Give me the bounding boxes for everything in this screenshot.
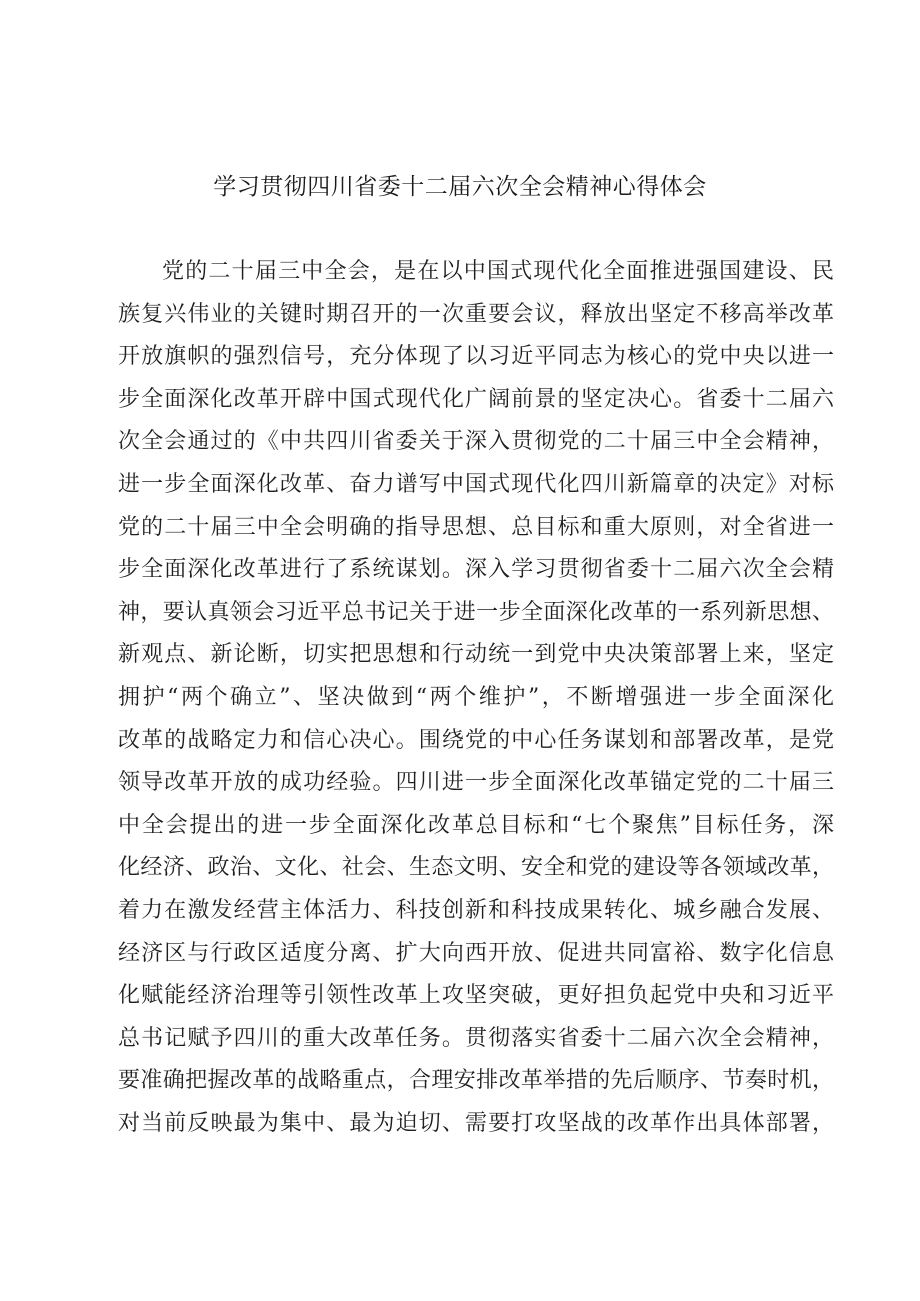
paragraph-line: 神，要认真领会习近平总书记关于进一步全面深化改革的一系列新思想、	[118, 599, 834, 625]
paragraph-line: 步全面深化改革开辟中国式现代化广阔前景的坚定决心。省委十二届六	[118, 386, 834, 412]
paragraph-line: 总书记赋予四川的重大改革任务。贯彻落实省委十二届六次全会精神，	[118, 1025, 834, 1051]
paragraph-line: 改革的战略定力和信心决心。围绕党的中心任务谋划和部署改革，是党	[118, 727, 834, 753]
paragraph-line: 次全会通过的《中共四川省委关于深入贯彻党的二十届三中全会精神，	[118, 429, 834, 455]
paragraph-line: 化经济、政治、文化、社会、生态文明、安全和党的建设等各领域改革，	[118, 855, 834, 881]
paragraph-line: 拥护“两个确立”、坚决做到“两个维护”，不断增强进一步全面深化	[118, 684, 834, 710]
paragraph-line: 新观点、新论断，切实把思想和行动统一到党中央决策部署上来，坚定	[118, 642, 834, 668]
paragraph-line: 化赋能经济治理等引领性改革上攻坚突破，更好担负起党中央和习近平	[118, 983, 834, 1009]
paragraph-line: 党的二十届三中全会，是在以中国式现代化全面推进强国建设、民	[162, 259, 834, 284]
paragraph-line: 步全面深化改革进行了系统谋划。深入学习贯彻省委十二届六次全会精	[118, 557, 834, 583]
paragraph-line: 经济区与行政区适度分离、扩大向西开放、促进共同富裕、数字化信息	[118, 940, 834, 966]
paragraph-line: 进一步全面深化改革、奋力谱写中国式现代化四川新篇章的决定》对标	[118, 471, 834, 497]
body-paragraph	[118, 251, 834, 1145]
paragraph-line: 对当前反映最为集中、最为迫切、需要打攻坚战的改革作出具体部署，	[118, 1110, 834, 1136]
paragraph-line: 要准确把握改革的战略重点，合理安排改革举措的先后顺序、节奏时机，	[118, 1068, 834, 1094]
paragraph-line: 中全会提出的进一步全面深化改革总目标和“七个聚焦”目标任务，深	[118, 812, 834, 838]
paragraph-line: 领导改革开放的成功经验。四川进一步全面深化改革锚定党的二十届三	[118, 770, 834, 796]
paragraph-line: 族复兴伟业的关键时期召开的一次重要会议，释放出坚定不移高举改革	[118, 301, 834, 327]
paragraph-line: 着力在激发经营主体活力、科技创新和科技成果转化、城乡融合发展、	[118, 897, 834, 923]
document-title: 学习贯彻四川省委十二届六次全会精神心得体会	[213, 174, 707, 200]
paragraph-line: 党的二十届三中全会明确的指导思想、总目标和重大原则，对全省进一	[118, 514, 834, 540]
paragraph-line: 开放旗帜的强烈信号，充分体现了以习近平同志为核心的党中央以进一	[118, 344, 834, 370]
